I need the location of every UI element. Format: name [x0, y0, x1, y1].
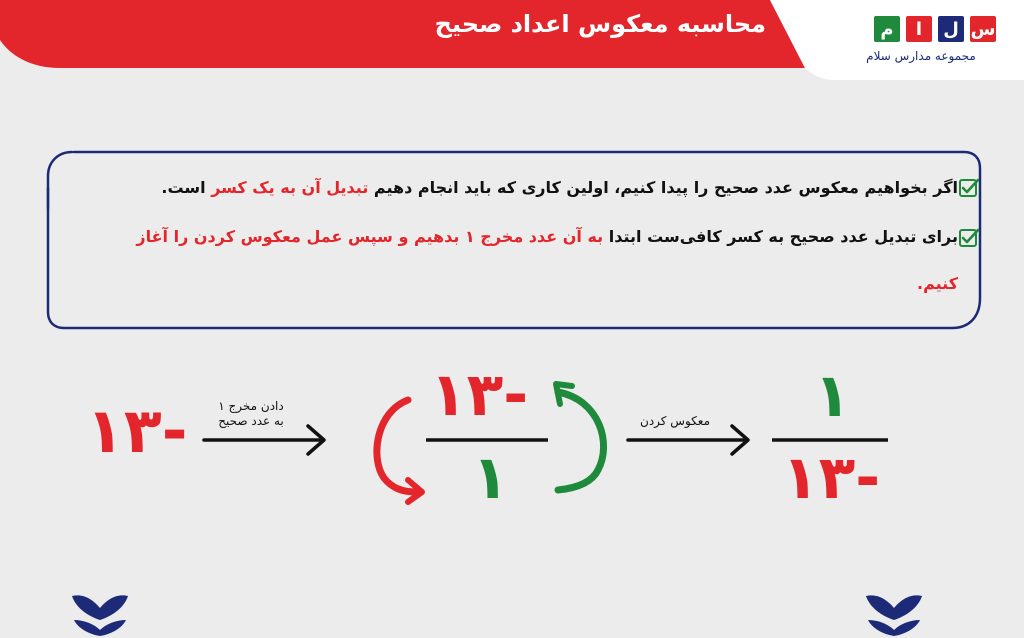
info-line-2 [136, 227, 958, 246]
arrow1-label-line1: دادن مخرج ۱ [218, 399, 284, 413]
info-line-2-highlight: به آن عدد مخرج ۱ بدهیم و سپس عمل معکوس کردن را آغاز [136, 227, 604, 246]
right-arrow-icon [624, 420, 754, 460]
logo-letter-4: م [874, 16, 900, 42]
info-line-3 [917, 274, 958, 293]
checkbox-check-icon [958, 227, 980, 249]
right-arrow-icon [200, 420, 330, 460]
result-numerator: ۱ [814, 361, 851, 431]
info-line-1-highlight: تبدیل آن به یک کسر [211, 178, 369, 197]
leaf-logo-icon [864, 586, 924, 638]
arrow1-label-line2: به عدد صحیح [218, 414, 284, 428]
start-number: -۱۳ [86, 394, 188, 467]
curved-arrow-green-icon [548, 374, 618, 504]
logo-subtitle: مجموعه مدارس سلام [866, 49, 976, 63]
info-line-1-end: است. [161, 178, 212, 197]
header-banner [0, 0, 1024, 80]
logo-letter-3: ا [906, 16, 932, 42]
middle-numerator: -۱۳ [430, 360, 529, 430]
logo-letter-2: ل [938, 16, 964, 42]
arrow2-label: معکوس کردن [640, 414, 710, 428]
curved-arrow-red-icon [366, 388, 436, 508]
logo-letter-1: س [970, 16, 996, 42]
leaf-logo-icon [70, 586, 130, 638]
page-title: محاسبه معکوس اعداد صحیح [434, 10, 766, 38]
info-line-2-text: برای تبدیل عدد صحیح به کسر کافی‌ست ابتدا [603, 227, 958, 246]
middle-denominator: ۱ [472, 443, 509, 513]
checkbox-check-icon [958, 177, 980, 199]
info-line-1-text: اگر بخواهیم معکوس عدد صحیح را پیدا کنیم، اولین کاری که باید انجام دهیم [368, 178, 958, 197]
info-line-1 [161, 178, 958, 197]
school-logo [846, 16, 996, 72]
info-line-3-highlight: کنیم. [917, 274, 958, 293]
result-denominator: -۱۳ [782, 443, 881, 513]
